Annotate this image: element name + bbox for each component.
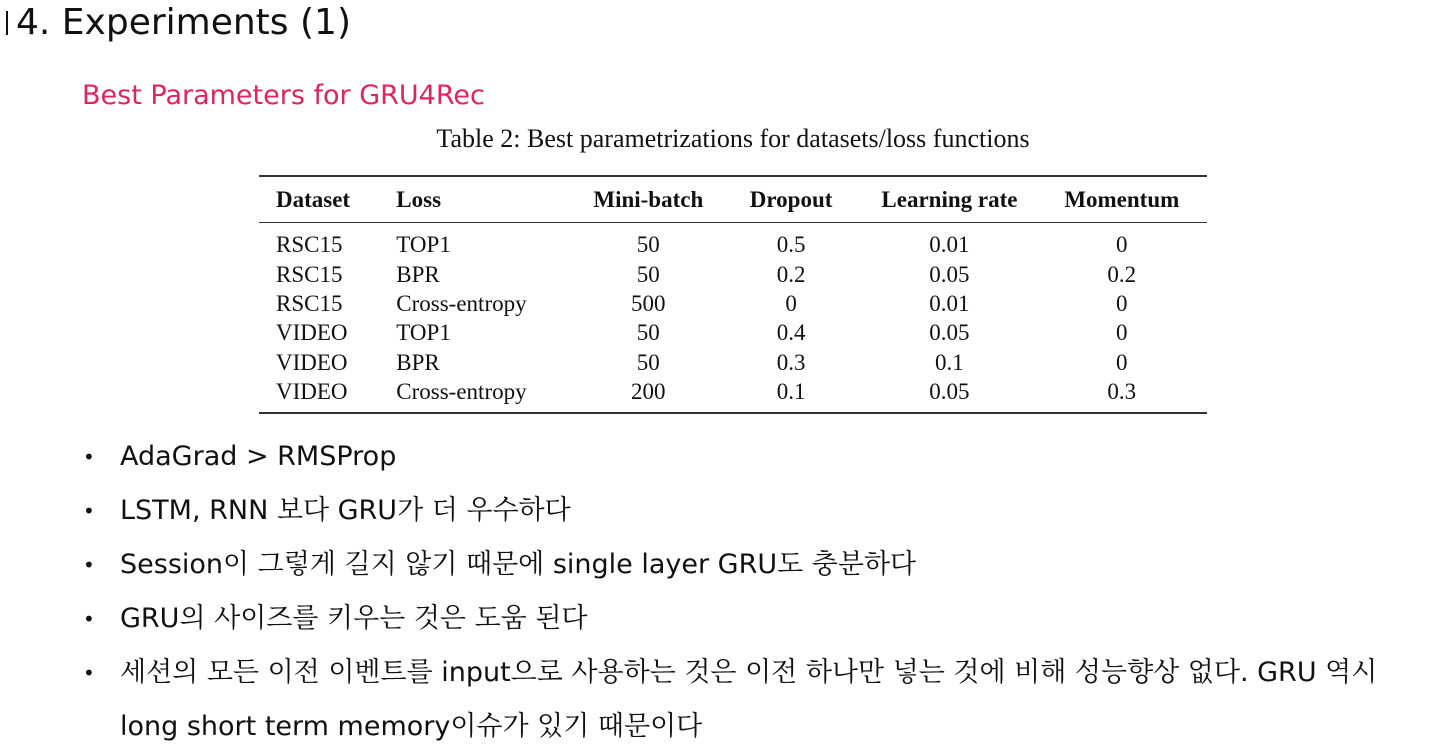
cell-dataset: VIDEO <box>276 379 348 405</box>
cell-dataset: RSC15 <box>276 261 343 287</box>
table-caption: Table 2: Best parametrizations for datasets/loss functions <box>436 124 1030 153</box>
cell-momentum: 0.3 <box>1107 379 1137 405</box>
cell-dataset: RSC15 <box>276 290 343 316</box>
cell-momentum: 0 <box>1116 290 1128 316</box>
cell-mini-batch: 50 <box>636 320 660 346</box>
table-row <box>259 223 1207 260</box>
cell-learning-rate: 0.01 <box>929 290 970 316</box>
list-item <box>80 646 1430 754</box>
list-item <box>80 592 1430 646</box>
cell-loss: Cross-entropy <box>396 290 527 316</box>
cell-mini-batch: 200 <box>631 379 666 405</box>
bullet-text: GRU의 사이즈를 키우는 것은 도움 된다 <box>120 603 588 634</box>
slide-title <box>0 2 351 43</box>
header-dropout: Dropout <box>720 176 862 223</box>
header-mini-batch: Mini-batch <box>577 176 720 223</box>
cell-mini-batch: 50 <box>636 349 660 375</box>
bullet-dot-icon: • <box>83 661 95 685</box>
bullet-dot-icon: • <box>83 553 95 577</box>
header-loss: Loss <box>396 176 576 223</box>
cell-momentum: 0 <box>1116 320 1128 346</box>
cell-loss: BPR <box>396 261 440 287</box>
table-row <box>259 377 1207 413</box>
parameters-table <box>259 175 1207 414</box>
bullet-text: LSTM, RNN 보다 GRU가 더 우수하다 <box>120 495 571 526</box>
cell-mini-batch: 50 <box>636 232 660 258</box>
parameters-table-container <box>259 175 1207 414</box>
list-item <box>80 484 1430 538</box>
cell-learning-rate: 0.05 <box>929 261 970 287</box>
slide-title-text: 4. Experiments (1) <box>16 2 351 43</box>
cell-dataset: VIDEO <box>276 320 348 346</box>
bullet-dot-icon: • <box>83 499 95 523</box>
header-momentum: Momentum <box>1037 176 1207 223</box>
cell-dropout: 0.2 <box>776 261 806 287</box>
cell-dataset: RSC15 <box>276 232 343 258</box>
header-learning-rate: Learning rate <box>862 176 1036 223</box>
bullet-text: 세션의 모든 이전 이벤트를 input으로 사용하는 것은 이전 하나만 넣는 것에 비해 성능향상 없다. GRU 역시 long short term memory이슈가 있기 때문이다 <box>120 657 1378 742</box>
cell-learning-rate: 0.05 <box>929 379 970 405</box>
cell-dropout: 0.5 <box>776 232 806 258</box>
table-row <box>259 289 1207 318</box>
cell-learning-rate: 0.05 <box>929 320 970 346</box>
bullet-text: AdaGrad > RMSProp <box>120 441 397 472</box>
cell-dropout: 0.3 <box>776 349 806 375</box>
cell-dropout: 0.1 <box>776 379 806 405</box>
cell-dropout: 0 <box>785 290 797 316</box>
cell-loss: BPR <box>396 349 440 375</box>
cell-learning-rate: 0.01 <box>929 232 970 258</box>
table-row <box>259 259 1207 288</box>
section-subtitle: Best Parameters for GRU4Rec <box>82 80 485 111</box>
cell-learning-rate: 0.1 <box>935 349 964 375</box>
title-bar-marker <box>6 11 8 35</box>
table-row <box>259 318 1207 347</box>
table-header-row <box>259 176 1207 223</box>
bullet-dot-icon: • <box>83 445 95 469</box>
table-row <box>259 348 1207 377</box>
cell-momentum: 0 <box>1116 232 1128 258</box>
bullet-list <box>80 430 1430 754</box>
cell-loss: TOP1 <box>396 232 451 258</box>
cell-momentum: 0 <box>1116 349 1128 375</box>
cell-mini-batch: 50 <box>636 261 660 287</box>
header-dataset: Dataset <box>259 176 396 223</box>
cell-dropout: 0.4 <box>776 320 806 346</box>
cell-dataset: VIDEO <box>276 349 348 375</box>
bullet-text: Session이 그렇게 길지 않기 때문에 single layer GRU도 충분하다 <box>120 549 917 580</box>
cell-momentum: 0.2 <box>1107 261 1137 287</box>
cell-loss: Cross-entropy <box>396 379 527 405</box>
cell-loss: TOP1 <box>396 320 451 346</box>
list-item <box>80 538 1430 592</box>
bullet-dot-icon: • <box>83 607 95 631</box>
list-item <box>80 430 1430 484</box>
cell-mini-batch: 500 <box>631 290 666 316</box>
